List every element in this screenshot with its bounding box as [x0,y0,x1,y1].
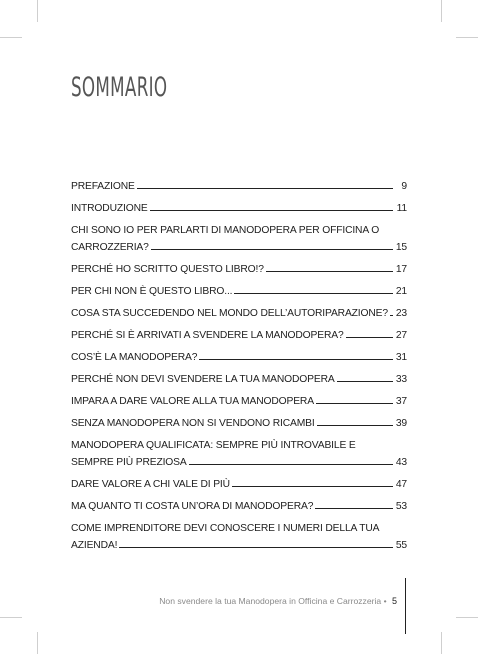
toc-page-number: 43 [395,457,407,468]
toc-page-number: 17 [395,264,407,275]
toc-leader-line [234,284,393,294]
toc-entry-title: PERCHÉ NON DEVI SVENDERE LA TUA MANODOPERA [71,374,335,385]
toc-leader-line [151,240,393,250]
table-of-contents [71,178,407,559]
toc-leader-line [337,372,393,382]
toc-entry-title: PERCHÉ SI È ARRIVATI A SVENDERE LA MANODOPERA? [71,330,344,341]
crop-mark-bottom-right [441,632,442,654]
page-footer [159,596,397,606]
toc-entry[interactable] [71,200,407,222]
toc-page-number: 9 [401,181,407,192]
crop-mark-top-left [37,0,38,22]
toc-leader-line [119,538,393,548]
toc-entry[interactable] [71,305,407,327]
toc-leader-line [390,306,393,316]
toc-page-number: 53 [395,501,407,512]
toc-entry-title: COS’È LA MANODOPERA? [71,352,198,363]
footer-separator: • [383,596,387,606]
toc-page-number: 47 [395,479,407,490]
toc-entry[interactable] [71,283,407,305]
toc-entry-title: PERCHÉ HO SCRITTO QUESTO LIBRO!? [71,264,264,275]
toc-entry-title: INTRODUZIONE [71,203,148,214]
toc-leader-line [232,477,393,487]
toc-entry-title: COME IMPRENDITORE DEVI CONOSCERE I NUMERI DELLA TUA [71,523,380,534]
toc-entry[interactable] [71,393,407,415]
toc-entry[interactable] [71,261,407,283]
toc-entry-title: SENZA MANODOPERA NON SI VENDONO RICAMBI [71,418,315,429]
crop-mark-top-left-h [0,37,22,38]
toc-leader-line [346,328,393,338]
crop-mark-top-right [441,0,442,22]
toc-leader-line [315,499,393,509]
toc-entry-title: MANODOPERA QUALIFICATA: SEMPRE PIÙ INTROVABILE E [71,440,356,451]
toc-page-number: 55 [395,540,407,551]
toc-entry-title: PREFAZIONE [71,181,135,192]
toc-entry-title: CHI SONO IO PER PARLARTI DI MANODOPERA PER OFFICINA O [71,225,380,236]
toc-entry-title: AZIENDA! [71,540,118,551]
toc-entry[interactable] [71,371,407,393]
toc-entry[interactable] [71,437,407,476]
toc-leader-line [137,179,393,189]
toc-entry[interactable] [71,349,407,371]
footer-divider [405,578,406,634]
toc-entry-title: DARE VALORE A CHI VALE DI PIÙ [71,479,230,490]
toc-leader-line [266,262,393,272]
toc-page-number: 27 [395,330,407,341]
toc-page-number: 21 [395,286,407,297]
toc-page-number: 15 [395,242,407,253]
toc-entry[interactable] [71,415,407,437]
toc-leader-line [317,416,393,426]
toc-page-number: 11 [396,203,407,214]
toc-entry-title: PER CHI NON È QUESTO LIBRO... [71,286,233,297]
toc-entry[interactable] [71,520,407,559]
crop-mark-bottom-right-h [456,617,478,618]
toc-page-number: 39 [395,418,407,429]
crop-mark-top-right-h [456,37,478,38]
toc-entry-title: IMPARA A DARE VALORE ALLA TUA MANODOPERA [71,396,314,407]
toc-entry-title: SEMPRE PIÙ PREZIOSA [71,457,187,468]
toc-entry-title: CARROZZERIA? [71,242,149,253]
toc-entry-title: COSA STA SUCCEDENDO NEL MONDO DELL’AUTORIPARAZIONE? [71,308,388,319]
toc-entry-title: MA QUANTO TI COSTA UN’ORA DI MANODOPERA? [71,501,314,512]
footer-page-number: 5 [391,596,397,606]
toc-leader-line [316,394,393,404]
toc-page-number: 33 [395,374,407,385]
page-title: SOMMARIO [71,72,168,103]
toc-entry[interactable] [71,327,407,349]
crop-mark-bottom-left [37,632,38,654]
toc-entry[interactable] [71,178,407,200]
toc-page-number: 31 [395,352,407,363]
toc-leader-line [199,350,393,360]
toc-entry[interactable] [71,222,407,261]
toc-leader-line [189,455,393,465]
footer-book-title: Non svendere la tua Manodopera in Officina e Carrozzeria [159,596,382,606]
toc-entry[interactable] [71,476,407,498]
toc-page-number: 37 [395,396,407,407]
toc-page-number: 23 [395,308,407,319]
toc-entry[interactable] [71,498,407,520]
crop-mark-bottom-left-h [0,617,22,618]
toc-leader-line [150,201,393,211]
